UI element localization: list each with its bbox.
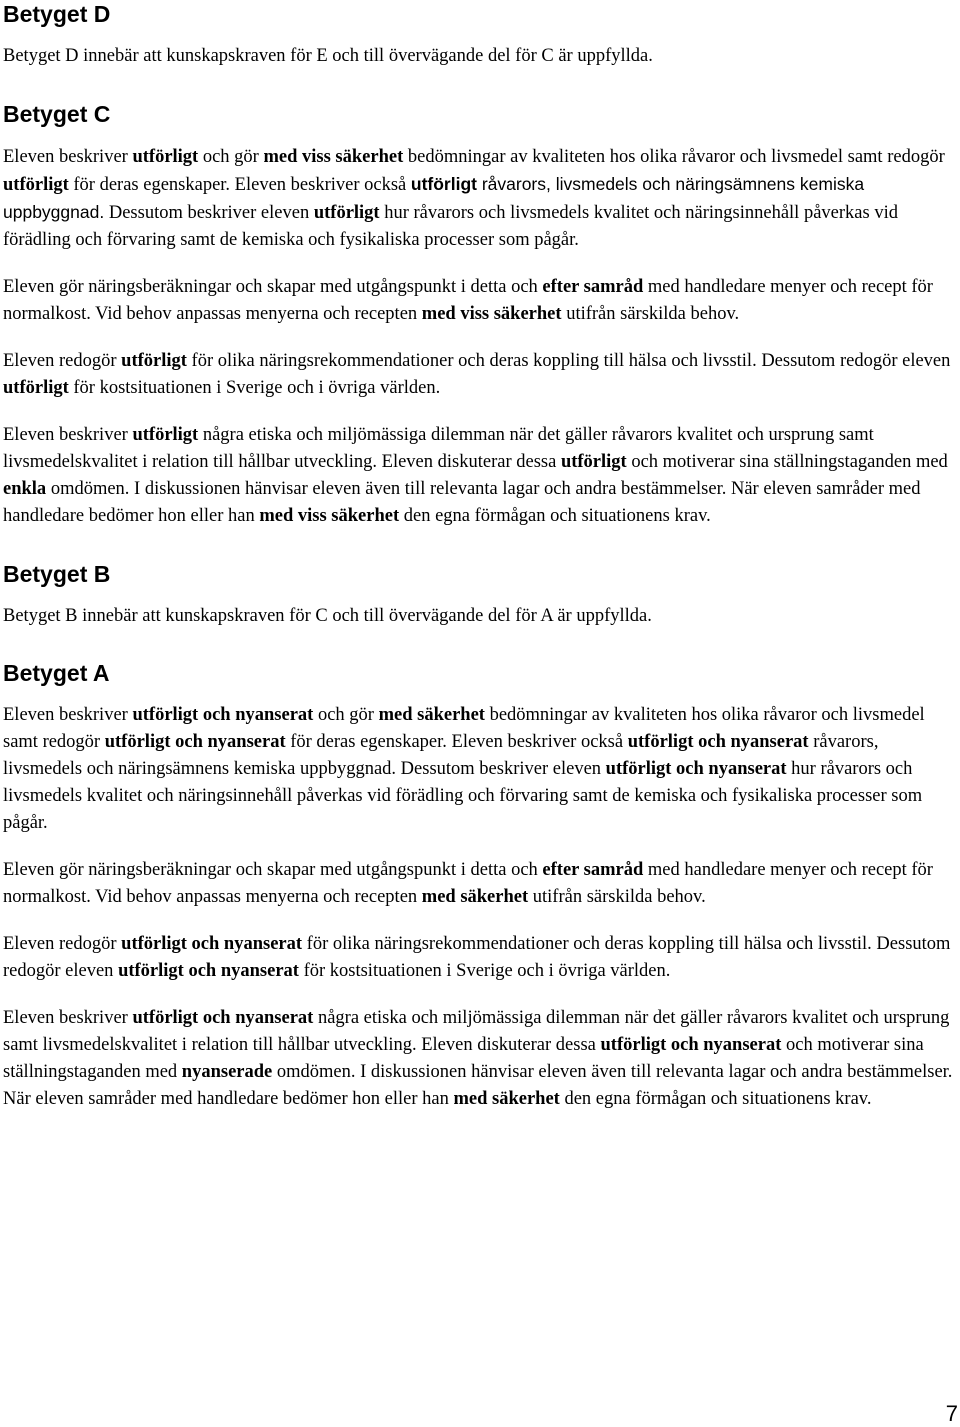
text-segment: för kostsituationen i Sverige och i övriga världen.: [298, 961, 671, 981]
paragraph-d-1: Betyget D innebär att kunskapskraven för E och till övervägande del för C är uppfyllda.: [3, 46, 653, 66]
text-segment: några etiska och miljömässiga dilemman när det gäller råvarors kvalitet och ursprung samt livsmedelskvalitet i relation till hållbar utveckling. Eleven diskuterar dessa: [3, 425, 874, 472]
text-segment: och gör: [313, 705, 379, 725]
paragraph-c-4: [3, 422, 953, 530]
emphasis-segment: utförligt och nyanserat: [600, 1035, 782, 1055]
text-segment: bedömningar av kvaliteten hos olika råvaror och livsmedel samt redogör: [403, 147, 945, 167]
emphasis-segment: med säkerhet: [378, 705, 485, 725]
text-segment: för kostsituationen i Sverige och i övriga världen.: [68, 378, 441, 398]
paragraph-c-2: [3, 274, 953, 328]
text-segment: Eleven beskriver: [3, 1008, 133, 1028]
paragraph-c-1: [3, 144, 953, 254]
text-segment: och motiverar sina ställningstaganden med: [3, 1035, 924, 1082]
text-segment: utifrån särskilda behov.: [528, 887, 706, 907]
emphasis-segment: utförligt: [3, 378, 69, 398]
heading-betyget-a: Betyget A: [3, 660, 110, 686]
emphasis-segment: utförligt: [132, 425, 199, 445]
emphasis-segment: med säkerhet: [421, 887, 529, 907]
emphasis-segment: utförligt: [121, 351, 187, 371]
emphasis-segment: utförligt: [410, 174, 477, 194]
text-segment: omdömen. I diskussionen hänvisar eleven även till relevanta lagar och andra bestämmelser. När eleven samråder med handledare bedömer hon eller han: [3, 479, 921, 526]
text-segment: den egna förmågan och situationens krav.: [559, 1089, 872, 1109]
text-segment: bedömningar av kvaliteten hos olika råvaror och livsmedel samt redogör: [3, 705, 925, 752]
text-segment: Eleven gör näringsberäkningar och skapar med utgångspunkt i detta och: [3, 860, 543, 880]
text-segment: den egna förmågan och situationens krav.: [399, 506, 711, 526]
text-segment: några etiska och miljömässiga dilemman när det gäller råvarors kvalitet och ursprung samt livsmedelskvalitet i relation till hållbar utveckling. Eleven diskuterar dessa: [3, 1008, 950, 1055]
emphasis-segment: utförligt och nyanserat: [121, 934, 303, 954]
paragraph-a-1: [3, 702, 953, 837]
text-segment: Eleven beskriver: [3, 425, 133, 445]
emphasis-segment: utförligt: [313, 203, 380, 223]
paragraph-a-2: [3, 857, 953, 911]
heading-betyget-b: Betyget B: [3, 561, 111, 587]
text-segment: Eleven gör näringsberäkningar och skapar med utgångspunkt i detta och: [3, 277, 543, 297]
text-segment: och gör: [198, 147, 264, 167]
text-segment: hur råvarors och livsmedels kvalitet och näringsinnehåll påverkas vid förädling och förvaring samt de kemiska och fysikaliska processer som pågår.: [3, 203, 898, 250]
emphasis-segment: utförligt och nyanserat: [132, 1008, 314, 1028]
text-segment: omdömen. I diskussionen hänvisar eleven även till relevanta lagar och andra bestämmelser. När eleven samråder med handledare bedömer hon eller han: [3, 1062, 953, 1109]
emphasis-segment: utförligt: [132, 147, 199, 167]
text-segment: och motiverar sina ställningstaganden med: [626, 452, 948, 472]
emphasis-segment: med viss säkerhet: [263, 147, 404, 167]
text-segment: Eleven beskriver: [3, 705, 133, 725]
text-segment: hur råvarors och livsmedels kvalitet och näringsinnehåll påverkas vid förädling och förvaring samt de kemiska och fysikaliska processer som pågår.: [3, 759, 923, 833]
emphasis-segment: med säkerhet: [453, 1089, 560, 1109]
text-segment: för deras egenskaper. Eleven beskriver också: [68, 175, 411, 195]
emphasis-segment: utförligt och nyanserat: [605, 759, 787, 779]
heading-betyget-c: Betyget C: [3, 101, 111, 127]
text-segment: med handledare menyer och recept för normalkost. Vid behov anpassas menyerna och recepten: [3, 277, 933, 324]
text-segment: utifrån särskilda behov.: [561, 304, 740, 324]
document-page: [3, 0, 953, 1113]
text-segment: med handledare menyer och recept för normalkost. Vid behov anpassas menyerna och recepten: [3, 860, 933, 907]
emphasis-segment: utförligt och nyanserat: [627, 732, 809, 752]
emphasis-segment: efter samråd: [542, 860, 644, 880]
text-segment: Dessutom beskriver eleven: [104, 203, 314, 223]
page-number: 7: [945, 1401, 958, 1426]
text-segment: Eleven redogör: [3, 351, 122, 371]
emphasis-segment: efter samråd: [542, 277, 644, 297]
text-segment: för olika näringsrekommendationer och deras koppling till hälsa och livsstil. Dessutom redogör eleven: [3, 934, 951, 981]
emphasis-segment: utförligt och nyanserat: [104, 732, 286, 752]
text-segment: för olika näringsrekommendationer och deras koppling till hälsa och livsstil. Dessutom redogör eleven: [186, 351, 951, 371]
text-segment: för deras egenskaper. Eleven beskriver också: [285, 732, 628, 752]
emphasis-segment: nyanserade: [181, 1062, 273, 1082]
text-segment: Eleven redogör: [3, 934, 122, 954]
text-segment: Eleven beskriver: [3, 147, 133, 167]
emphasis-segment: enkla: [3, 479, 47, 499]
paragraph-b-1: Betyget B innebär att kunskapskraven för C och till övervägande del för A är uppfyllda.: [3, 606, 652, 626]
emphasis-segment: utförligt: [3, 175, 69, 195]
heading-betyget-d: Betyget D: [3, 1, 111, 27]
text-segment: råvarors, livsmedels och näringsämnens kemiska uppbyggnad.: [3, 174, 865, 222]
emphasis-segment: utförligt och nyanserat: [132, 705, 314, 725]
emphasis-segment: utförligt och nyanserat: [118, 961, 299, 981]
paragraph-a-3: [3, 931, 953, 985]
paragraph-c-3: [3, 348, 953, 402]
emphasis-segment: med viss säkerhet: [421, 304, 562, 324]
emphasis-segment: utförligt: [560, 452, 627, 472]
emphasis-segment: med viss säkerhet: [259, 506, 400, 526]
paragraph-a-4: [3, 1005, 953, 1113]
text-segment: råvarors, livsmedels och näringsämnens kemiska uppbyggnad. Dessutom beskriver eleven: [3, 732, 879, 779]
